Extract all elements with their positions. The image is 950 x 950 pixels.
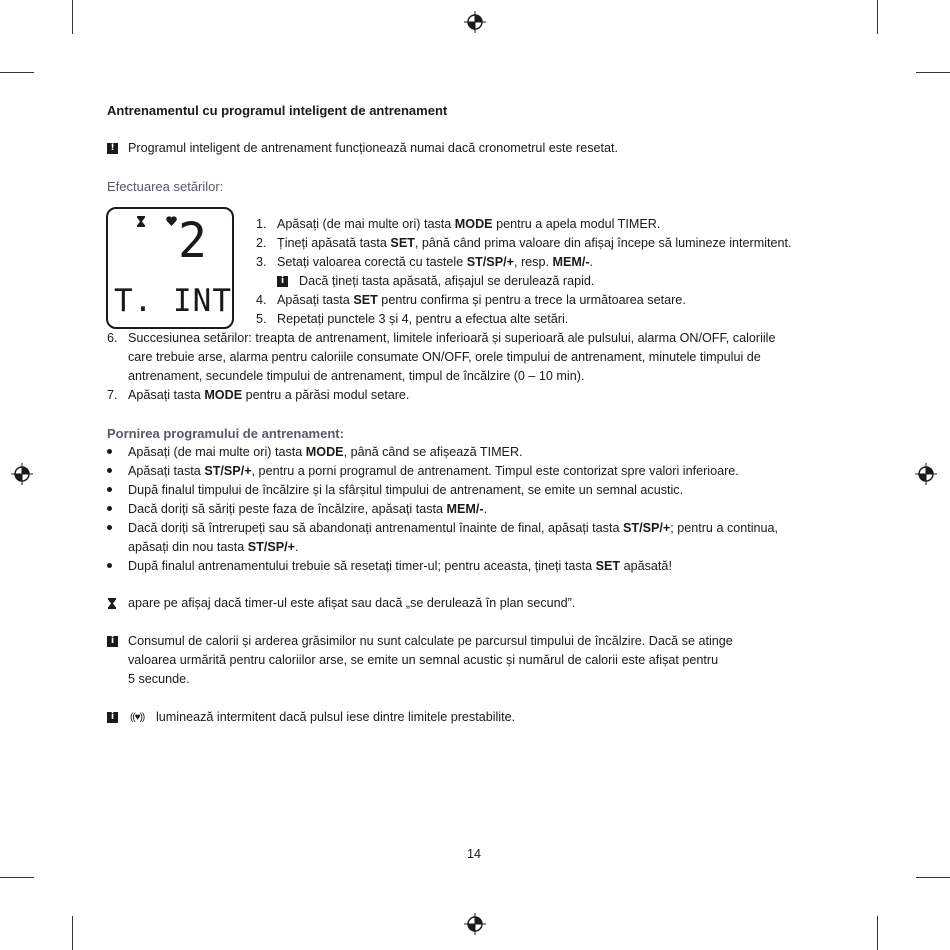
pulse-note: luminează intermitent dacă pulsul iese dintre limitele prestabilite. <box>156 710 516 724</box>
key-name: ST/SP/+ <box>204 464 252 478</box>
key-name: MODE <box>204 388 243 402</box>
key-name: MODE <box>454 217 493 231</box>
step-6-number: 6. <box>107 331 118 345</box>
text-run: , până când se afișează TIMER. <box>343 445 523 459</box>
info-box-icon: i <box>107 712 118 723</box>
text-run: , pentru a porni programul de antrenament. Timpul este contorizat spre valori inferioare. <box>251 464 739 478</box>
key-name: SET <box>390 236 415 250</box>
bullet-dot <box>107 468 112 473</box>
exclamation-box-icon: ! <box>107 143 118 154</box>
registration-mark-icon <box>464 11 486 33</box>
key-name: ST/SP/+ <box>622 521 671 535</box>
text-run: Dacă doriți să întrerupeți sau să abandonați antrenamentul înainte de final, apăsați tasta <box>128 521 623 535</box>
crop-mark-top-right-h <box>916 72 950 73</box>
text-run: Repetați punctele 3 și 4, pentru a efectua alte setări. <box>277 312 569 326</box>
bullet-dot <box>107 487 112 492</box>
text-run: . <box>589 255 594 269</box>
crop-mark-bottom-right-h <box>916 877 950 878</box>
lcd-display <box>106 207 234 329</box>
crop-mark-top-left-h <box>0 72 34 73</box>
step-6-line: care trebuie arse, alarma pentru caloriile consumate ON/OFF, orele timpului de antrenament, minutele timpului de <box>128 350 761 364</box>
bullet-text <box>128 538 298 557</box>
registration-mark-icon <box>11 463 33 485</box>
text-run: Țineți apăsată tasta <box>277 236 391 250</box>
text-run: pentru a apela modul TIMER. <box>492 217 661 231</box>
hourglass-icon <box>108 598 116 609</box>
info-note-line: valoarea urmărită pentru caloriilor arse, se emite un semnal acustic și numărul de calorii este afișat pentru <box>128 653 719 667</box>
crop-mark-bottom-left-v <box>72 916 73 950</box>
bullet-text <box>128 481 683 500</box>
step-6-line: Succesiunea setărilor: treapta de antrenament, limitele inferioară și superioară ale pulsului, alarma ON/OFF, caloriile <box>128 331 776 345</box>
text-run: Setați valoarea corectă cu tastele <box>277 255 467 269</box>
step-text <box>277 291 686 310</box>
key-name: SET <box>595 559 621 573</box>
step-text <box>277 234 792 253</box>
text-run: Apăsați (de mai multe ori) tasta <box>277 217 455 231</box>
text-run: . <box>483 502 488 516</box>
info-note-line: 5 secunde. <box>128 672 190 686</box>
page-number: 14 <box>467 847 482 861</box>
settings-heading: Efectuarea setărilor: <box>107 179 224 194</box>
text-run: Apăsați tasta <box>128 464 205 478</box>
bullet-dot <box>107 525 112 530</box>
text-run: Apăsați tasta <box>277 293 354 307</box>
step-text <box>299 272 594 291</box>
text-run: apăsați din nou tasta <box>128 540 248 554</box>
hourglass-icon <box>137 216 145 227</box>
text-run: pentru confirma și pentru a trece la următoarea setare. <box>377 293 686 307</box>
text-run: . <box>294 540 299 554</box>
text-run: După finalul timpului de încălzire și la sfârșitul timpului de antrenament, se emite un semnal acustic. <box>128 483 684 497</box>
bullet-text <box>128 462 739 481</box>
key-name: SET <box>353 293 378 307</box>
step-number: 3. <box>256 255 267 269</box>
step-number: 4. <box>256 293 267 307</box>
bullet-dot <box>107 563 112 568</box>
text-run: Apăsați (de mai multe ori) tasta <box>128 445 306 459</box>
heart-icon <box>166 216 177 226</box>
hourglass-note: apare pe afișaj dacă timer-ul este afișat sau dacă „se derulează în plan secund”. <box>128 596 576 610</box>
step-6-line: antrenament, secundele timpului de antrenament, timpul de încălzire (0 – 10 min). <box>128 369 585 383</box>
warning-note: Programul inteligent de antrenament funcționează numai dacă cronometrul este resetat. <box>128 141 619 155</box>
step-text <box>277 253 593 272</box>
key-name: MODE <box>305 445 344 459</box>
bullet-dot <box>107 449 112 454</box>
crop-mark-bottom-left-h <box>0 877 34 878</box>
page-title: Antrenamentul cu programul inteligent de antrenament <box>107 103 448 118</box>
lcd-label: T. INT <box>114 283 232 319</box>
text-run: ; pentru a continua, <box>670 521 779 535</box>
step-7-text <box>128 386 409 405</box>
text-run: Dacă doriți să săriți peste faza de încălzire, apăsați tasta <box>128 502 447 516</box>
bullet-text <box>128 500 487 519</box>
info-box-icon: i <box>277 276 288 287</box>
registration-mark-icon <box>464 913 486 935</box>
lcd-digit: 2 <box>178 213 207 269</box>
step-7-number: 7. <box>107 388 118 402</box>
info-box-icon: i <box>107 636 118 647</box>
step-text <box>277 310 568 329</box>
step-number: 2. <box>256 236 267 250</box>
bullet-text <box>128 443 523 462</box>
pulse-icon: ((♥)) <box>130 712 145 723</box>
text-run: pentru a părăsi modul setare. <box>242 388 410 402</box>
step-text <box>277 215 660 234</box>
text-run: , până când prima valoare din afișaj începe să lumineze intermitent. <box>414 236 792 250</box>
text-run: Dacă țineți tasta apăsată, afișajul se derulează rapid. <box>299 274 595 288</box>
crop-mark-bottom-right-v <box>877 916 878 950</box>
bullet-text <box>128 557 672 576</box>
text-run: Apăsați tasta <box>128 388 205 402</box>
step-number: 1. <box>256 217 267 231</box>
text-run: , resp. <box>513 255 553 269</box>
key-name: MEM/- <box>552 255 590 269</box>
key-name: ST/SP/+ <box>466 255 514 269</box>
key-name: ST/SP/+ <box>247 540 295 554</box>
bullet-dot <box>107 506 112 511</box>
text-run: apăsată! <box>620 559 672 573</box>
bullet-text <box>128 519 778 538</box>
crop-mark-top-left-v <box>72 0 73 34</box>
key-name: MEM/- <box>446 502 484 516</box>
text-run: După finalul antrenamentului trebuie să resetați timer-ul; pentru aceasta, țineți tasta <box>128 559 596 573</box>
info-note-line: Consumul de calorii și arderea grăsimilor nu sunt calculate pe parcursul timpului de încălzire. Dacă se atinge <box>128 634 733 648</box>
registration-mark-icon <box>915 463 937 485</box>
start-heading: Pornirea programului de antrenament: <box>107 426 344 441</box>
step-number: 5. <box>256 312 267 326</box>
crop-mark-top-right-v <box>877 0 878 34</box>
